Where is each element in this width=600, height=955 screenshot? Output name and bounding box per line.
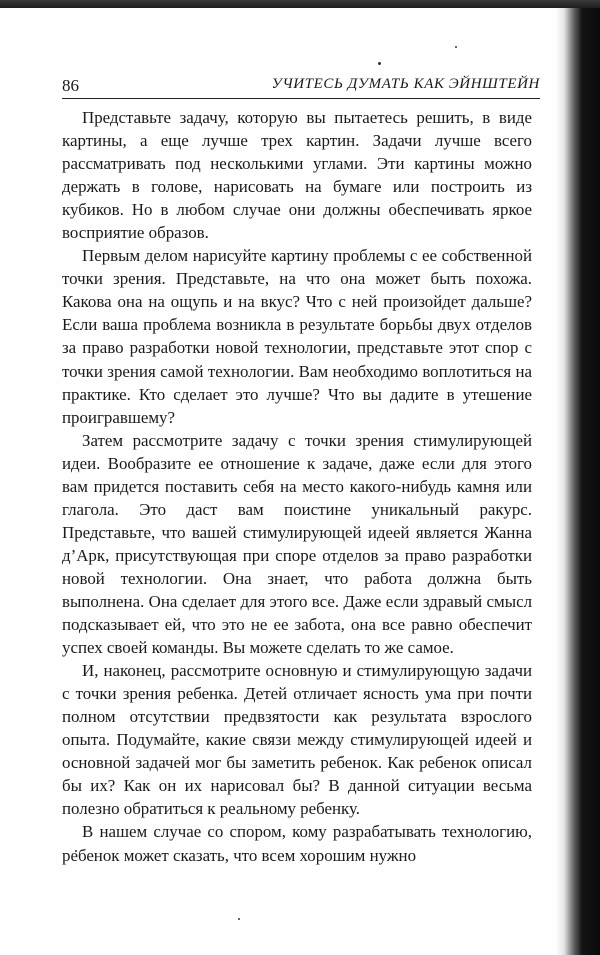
scan-speck	[238, 918, 240, 920]
paragraph: И, наконец, рассмотрите основную и стимулирующую задачи с точки зрения ребенка. Детей отличает ясность ума при почти полном отсутствии предвзятости как результата взрослого опыта. Подумайте, какие связи между стимулирующей идеей и основной задачей мог бы заметить ребенок. Как ребенок описал бы их? Как он их нарисовал бы? В данной ситуации весьма полезно обратиться к реальному ребенку.	[62, 661, 532, 819]
paragraph: Затем рассмотрите задачу с точки зрения стимулирующей идеи. Вообразите ее отношение к задаче, даже если для этого вам придется поставить себя на место какого-нибудь камня или глагола. Это даст вам поистине уникальный ракурс. Представьте, что вашей стимулирующей идеей является Жанна д’Арк, присутствующая при споре отделов за право разработки новой технологии. Она знает, что работа должна быть выполнена. Она сделает для этого все. Даже если здравый смысл подсказывает ей, что это не ее забота, она все равно обеспечит успех своей команды. Вы можете сделать то же самое.	[62, 430, 532, 658]
paragraph: Представьте задачу, которую вы пытаетесь решить, в виде картины, а еще лучше трех картин. Задачи лучше всего рассматривать под несколькими углами. Эти картины можно держать в голове, нарисовать на бумаге или построить из кубиков. Но в любом случае они должны обеспечивать яркое восприятие образов.	[62, 108, 532, 243]
running-head	[62, 76, 540, 99]
scan-speck	[455, 46, 457, 48]
page-top-edge	[0, 0, 600, 8]
paragraph: В нашем случае со спором, кому разрабатывать технологию, ребенок может сказать, что всем хорошим нужно	[62, 822, 532, 865]
spine-shadow	[556, 8, 600, 955]
scan-speck	[378, 62, 381, 65]
page-number: 86	[62, 76, 79, 95]
body-text	[62, 106, 532, 867]
book-title: УЧИТЕСЬ ДУМАТЬ КАК ЭЙНШТЕЙН	[271, 76, 540, 92]
paragraph: Первым делом нарисуйте картину проблемы с ее собственной точки зрения. Представьте, на что она может быть похожа. Какова она на ощупь и на вкус? Что с ней произойдет дальше? Если ваша проблема возникла в результате борьбы двух отделов за право разработки новой технологии, представьте этот спор с точки зрения самой технологии. Вам необходимо воплотиться на практике. Кто сделает это лучше? Что вы дадите в утешение проигравшему?	[62, 246, 532, 427]
